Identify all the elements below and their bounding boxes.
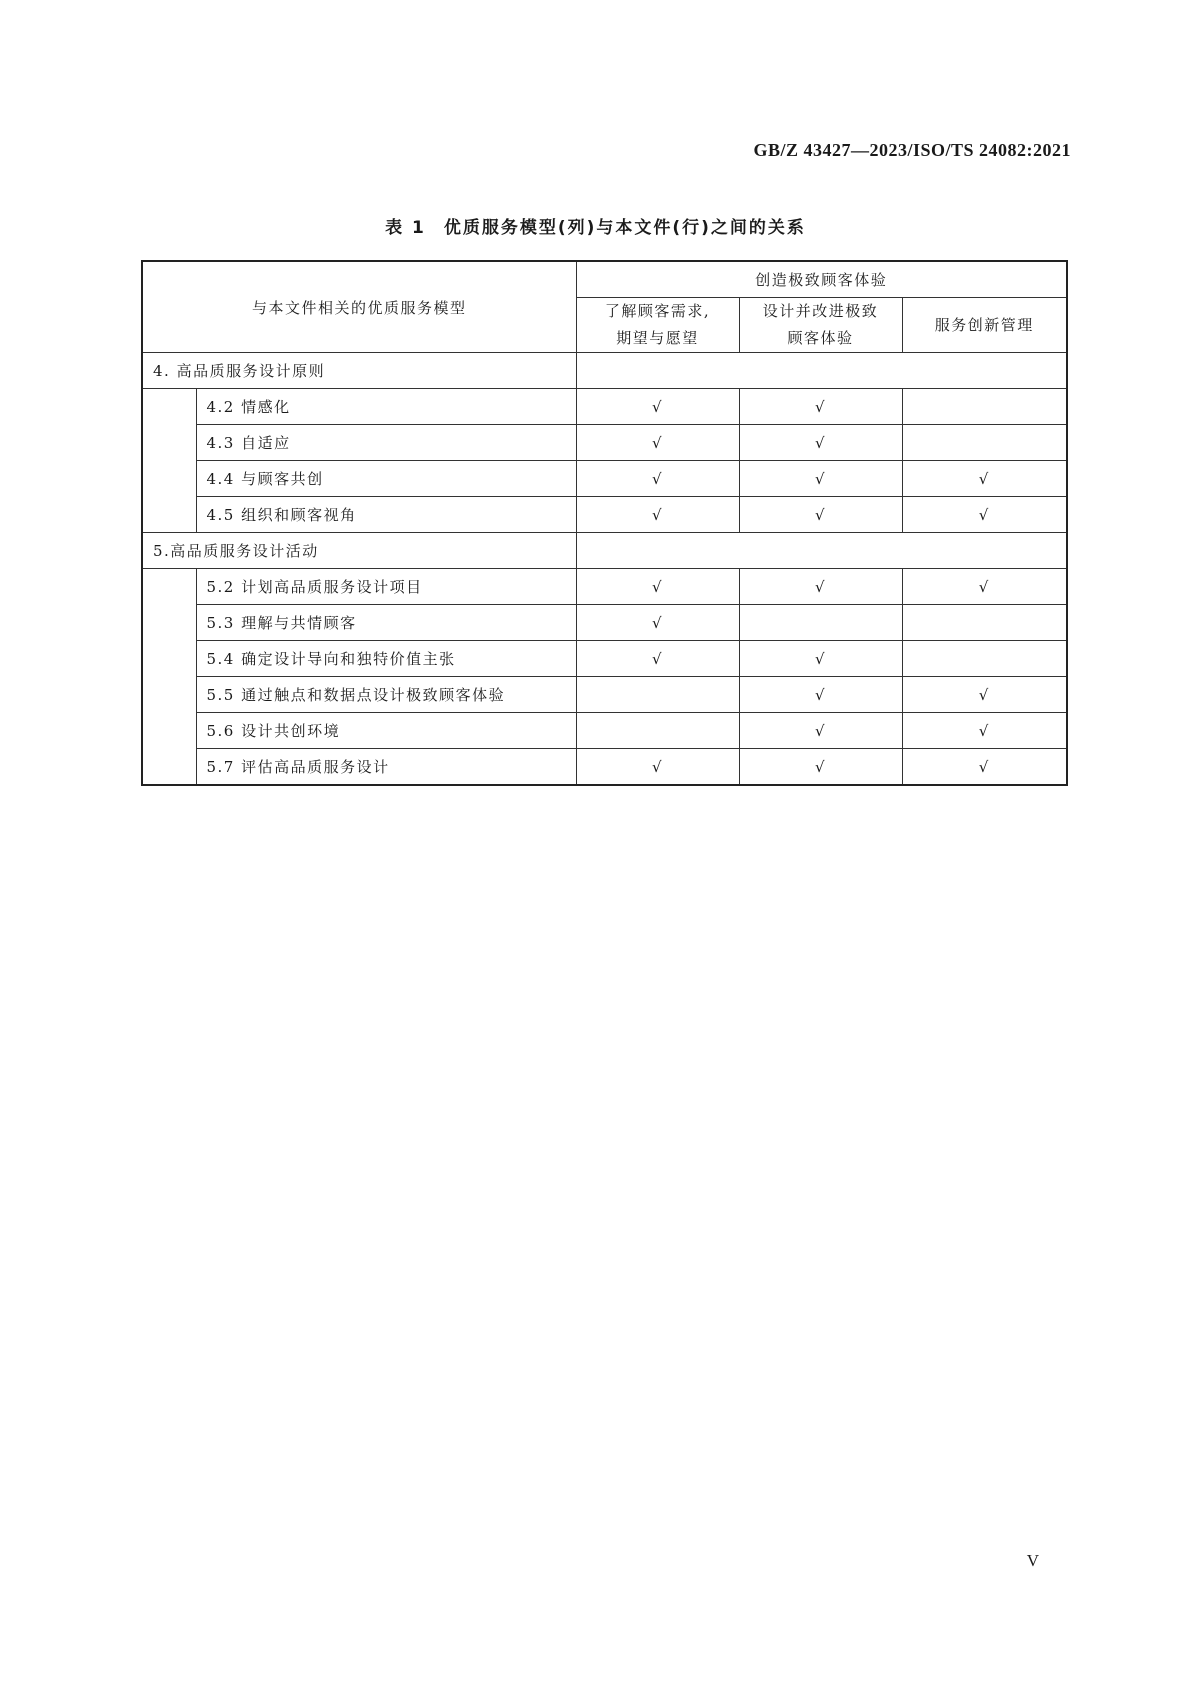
clause-label: 5.4 确定设计导向和独特价值主张 [196,641,576,677]
table-caption: 优质服务模型(列)与本文件(行)之间的关系 [443,218,806,238]
check-mark-cell: √ [739,641,902,677]
clause-label: 4.2 情感化 [196,389,576,425]
table-header-row [142,261,1067,298]
column-header-1-line1: 了解顾客需求, [604,302,711,320]
clause-label: 5.5 通过触点和数据点设计极致顾客体验 [196,677,576,713]
clause-label: 4.5 组织和顾客视角 [196,497,576,533]
check-mark-cell: √ [739,461,902,497]
clause-label: 5.2 计划高品质服务设计项目 [196,569,576,605]
column-header-3-line1: 服务创新管理 [934,315,1034,334]
check-mark-cell: √ [576,425,739,461]
group-header-cell: 创造极致顾客体验 [576,261,1067,298]
column-header-2-line1: 设计并改进极致 [762,302,879,320]
check-mark-cell: √ [739,497,902,533]
table-row [142,497,1067,533]
check-mark-cell: √ [902,497,1067,533]
clause-label: 5.3 理解与共情顾客 [196,605,576,641]
check-mark-cell: √ [739,425,902,461]
check-mark-cell [902,425,1067,461]
table-row [142,641,1067,677]
table-row [142,749,1067,786]
clause-label: 4.4 与顾客共创 [196,461,576,497]
page-number: V [1026,1551,1039,1570]
table-row [142,713,1067,749]
table-number: 表 1 [385,218,426,238]
column-header-1-line2: 期望与愿望 [616,329,699,347]
clause-label: 5.6 设计共创环境 [196,713,576,749]
check-mark-cell: √ [576,749,739,786]
check-mark-cell: √ [576,605,739,641]
standard-code-header: GB/Z 43427—2023/ISO/TS 24082:2021 [753,140,1071,160]
section-row [142,353,1067,389]
check-mark-cell: √ [576,461,739,497]
check-mark-cell: √ [576,389,739,425]
row-header-cell: 与本文件相关的优质服务模型 [142,261,576,353]
check-mark-cell: √ [902,749,1067,786]
indent-cell [142,389,196,533]
check-mark-cell [576,713,739,749]
check-mark-cell [902,641,1067,677]
check-mark-cell: √ [902,677,1067,713]
check-mark-cell: √ [576,641,739,677]
check-mark-cell: √ [902,461,1067,497]
check-mark-cell [902,389,1067,425]
table-row [142,569,1067,605]
section-label: 5.高品质服务设计活动 [142,533,576,569]
check-mark-cell: √ [739,749,902,786]
check-mark-cell [902,605,1067,641]
check-mark-cell: √ [576,569,739,605]
column-header-2-line2: 顾客体验 [787,329,854,347]
relationship-table [141,260,1068,786]
clause-label: 5.7 评估高品质服务设计 [196,749,576,786]
table-row [142,389,1067,425]
check-mark-cell: √ [739,569,902,605]
column-header-1 [576,298,739,353]
section-blank-cell [576,533,1067,569]
check-mark-cell: √ [739,713,902,749]
check-mark-cell [576,677,739,713]
table-row [142,677,1067,713]
check-mark-cell: √ [902,713,1067,749]
table-row [142,605,1067,641]
check-mark-cell: √ [739,389,902,425]
check-mark-cell [739,605,902,641]
check-mark-cell: √ [576,497,739,533]
section-row [142,533,1067,569]
section-blank-cell [576,353,1067,389]
indent-cell [142,569,196,786]
table-row [142,461,1067,497]
check-mark-cell: √ [902,569,1067,605]
table-title [0,213,1191,238]
table-row [142,425,1067,461]
check-mark-cell: √ [739,677,902,713]
clause-label: 4.3 自适应 [196,425,576,461]
column-header-3 [902,298,1067,353]
section-label: 4. 高品质服务设计原则 [142,353,576,389]
column-header-2 [739,298,902,353]
